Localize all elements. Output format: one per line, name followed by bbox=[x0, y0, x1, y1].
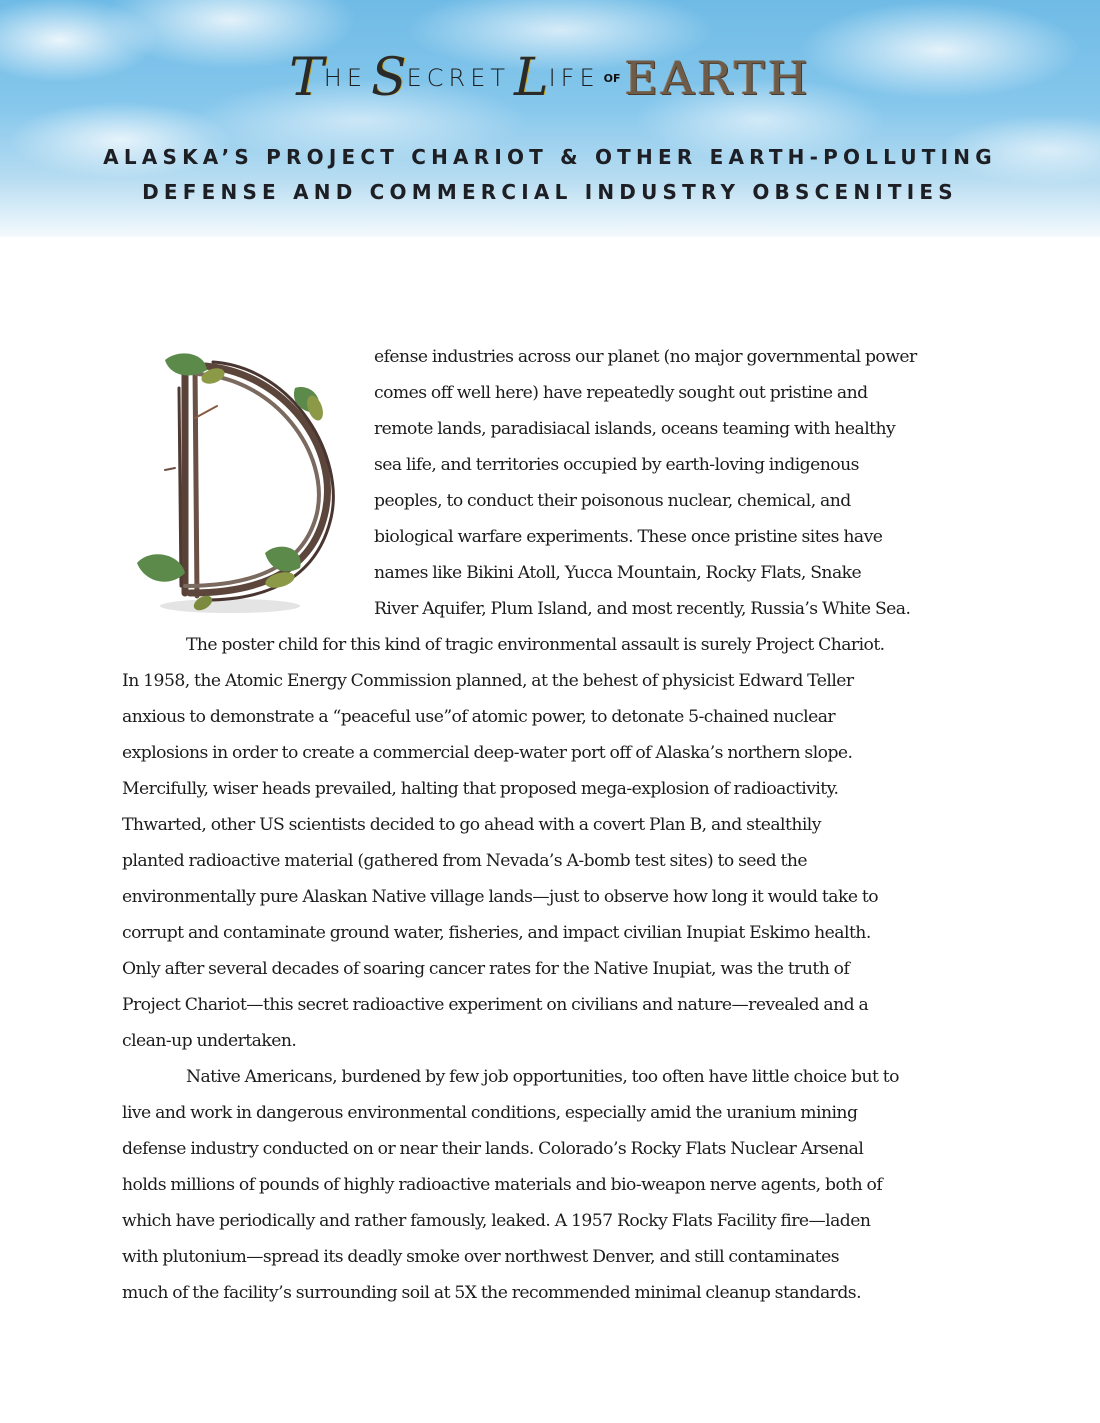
text-line: peoples, to conduct their poisonous nuclear, chemical, and bbox=[374, 491, 851, 511]
text-line: efense industries across our planet (no major governmental power bbox=[374, 347, 917, 367]
text-line: Mercifully, wiser heads prevailed, halting that proposed mega-explosion of radioactivity. bbox=[122, 779, 839, 799]
masthead-the: HE bbox=[323, 64, 367, 92]
text-line: Only after several decades of soaring cancer rates for the Native Inupiat, was the truth of bbox=[122, 959, 850, 979]
text-line: explosions in order to create a commercial deep-water port off of Alaska’s northern slope. bbox=[122, 743, 853, 763]
masthead-logo bbox=[0, 48, 1100, 108]
text-line: planted radioactive material (gathered from Nevada’s A-bomb test sites) to seed the bbox=[122, 851, 807, 871]
text-line: with plutonium—spread its deadly smoke over northwest Denver, and still contaminates bbox=[122, 1247, 840, 1267]
text-line: biological warfare experiments. These once pristine sites have bbox=[374, 527, 883, 547]
text-line: corrupt and contaminate ground water, fisheries, and impact civilian Inupiat Eskimo health. bbox=[122, 923, 871, 943]
text-line: comes off well here) have repeatedly sought out pristine and bbox=[374, 383, 868, 403]
text-line: defense industry conducted on or near their lands. Colorado’s Rocky Flats Nuclear Arsenal bbox=[122, 1139, 864, 1159]
masthead-secret: ECRET bbox=[406, 64, 511, 92]
masthead-initial-s: S bbox=[370, 48, 407, 108]
text-line: live and work in dangerous environmental conditions, especially amid the uranium mining bbox=[122, 1103, 858, 1123]
text-line: names like Bikini Atoll, Yucca Mountain, Rocky Flats, Snake bbox=[374, 563, 862, 583]
text-line: sea life, and territories occupied by earth-loving indigenous bbox=[374, 455, 859, 475]
text-line: Thwarted, other US scientists decided to go ahead with a covert Plan B, and stealthily bbox=[122, 815, 821, 835]
text-line: River Aquifer, Plum Island, and most recently, Russia’s White Sea. bbox=[374, 599, 911, 619]
text-line: clean-up undertaken. bbox=[122, 1031, 297, 1051]
text-line: Native Americans, burdened by few job opportunities, too often have little choice but to bbox=[186, 1067, 899, 1087]
masthead-of: OF bbox=[603, 71, 621, 85]
masthead-earth: EARTH bbox=[624, 51, 811, 105]
text-line: Project Chariot—this secret radioactive experiment on civilians and nature—revealed and a bbox=[122, 995, 869, 1015]
masthead-life: IFE bbox=[548, 64, 600, 92]
twig-drop-cap-d-icon bbox=[135, 348, 345, 618]
text-line: The poster child for this kind of tragic environmental assault is surely Project Chariot. bbox=[186, 635, 885, 655]
text-line: much of the facility’s surrounding soil at 5X the recommended minimal cleanup standards. bbox=[122, 1283, 861, 1303]
text-line: holds millions of pounds of highly radioactive materials and bio-weapon nerve agents, both of bbox=[122, 1175, 883, 1195]
text-line: anxious to demonstrate a “peaceful use”of atomic power, to detonate 5-chained nuclear bbox=[122, 707, 836, 727]
masthead-initial-t: T bbox=[289, 48, 324, 108]
sky-header-banner bbox=[0, 0, 1100, 237]
text-line: which have periodically and rather famously, leaked. A 1957 Rocky Flats Facility fire—laden bbox=[122, 1211, 871, 1231]
text-line: environmentally pure Alaskan Native village lands—just to observe how long it would take to bbox=[122, 887, 879, 907]
text-line: In 1958, the Atomic Energy Commission planned, at the behest of physicist Edward Teller bbox=[122, 671, 854, 691]
masthead-initial-l: L bbox=[514, 48, 549, 108]
headline-line-1: ALASKA’S PROJECT CHARIOT & OTHER EARTH-POLLUTING bbox=[103, 145, 997, 169]
text-line: remote lands, paradisiacal islands, oceans teaming with healthy bbox=[374, 419, 896, 439]
headline-line-2: DEFENSE AND COMMERCIAL INDUSTRY OBSCENITIES bbox=[142, 180, 958, 204]
